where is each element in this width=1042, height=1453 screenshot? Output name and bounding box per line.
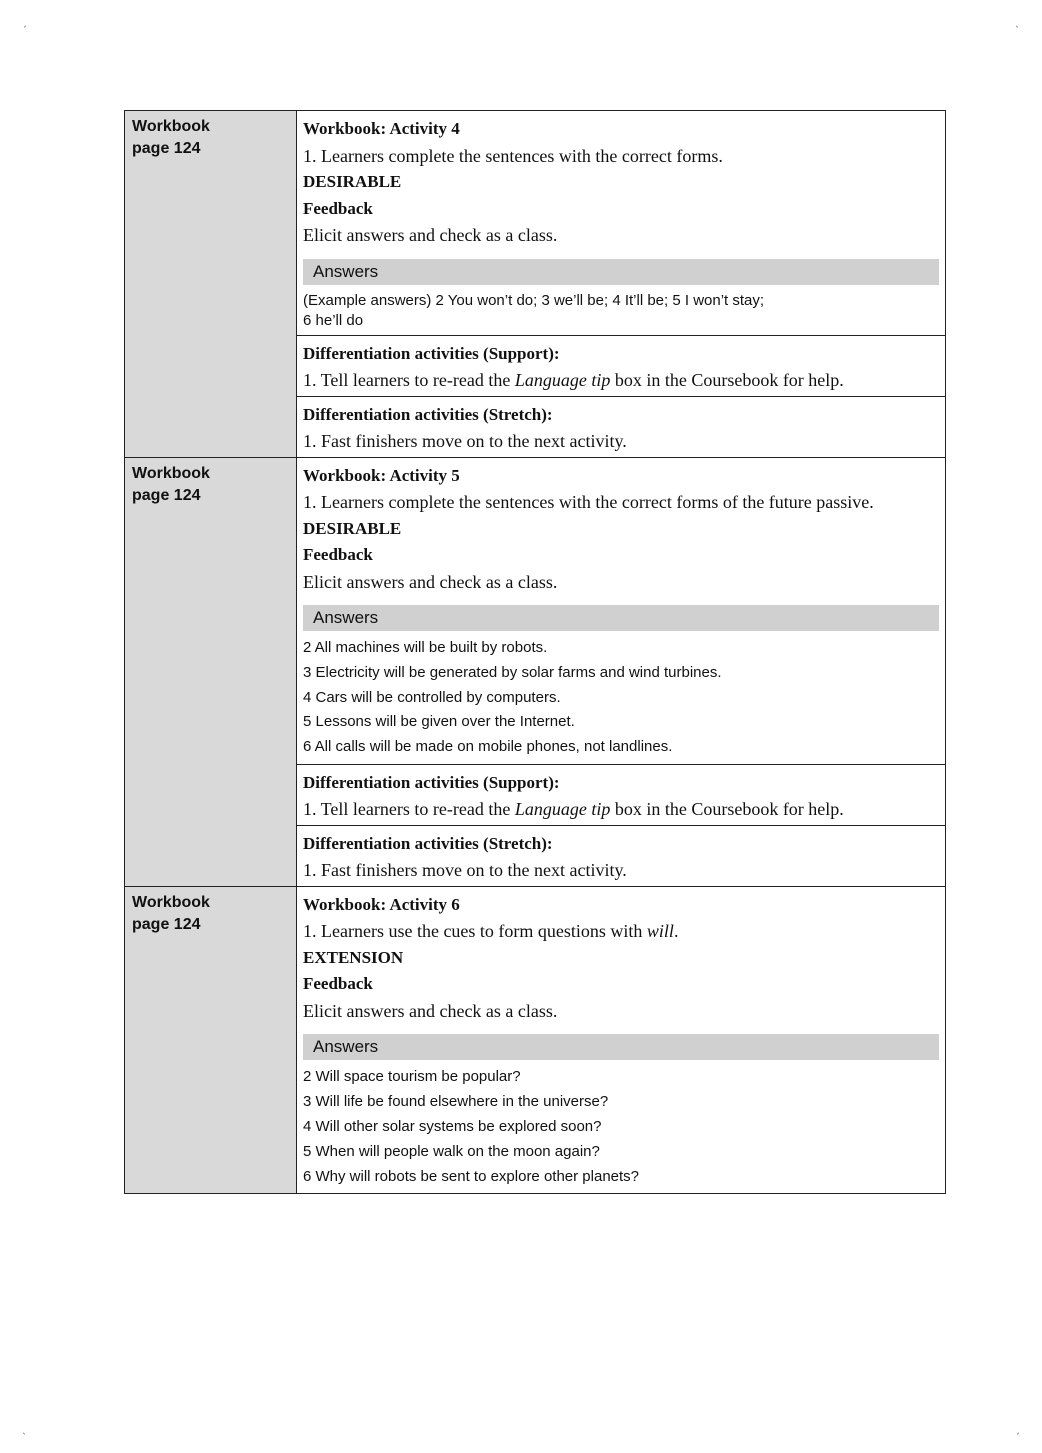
- stretch-section: [297, 826, 945, 886]
- lesson-plan-table: [124, 110, 946, 1194]
- activity-content-cell: [297, 457, 946, 886]
- support-section: [297, 336, 945, 397]
- reference-page: page 124: [132, 486, 201, 504]
- answer-item: 3 Electricity will be generated by solar farms and wind turbines.: [303, 663, 722, 681]
- workbook-reference-cell: [125, 886, 297, 1193]
- answer-item: 2 All machines will be built by robots.: [303, 639, 548, 656]
- answers-list: [297, 631, 945, 764]
- reference-label: Workbook: [132, 464, 210, 482]
- answer-item: 4 Cars will be controlled by computers.: [303, 688, 561, 706]
- feedback-label: Feedback: [303, 974, 373, 994]
- feedback-text: Elicit answers and check as a class.: [303, 225, 558, 245]
- activity-instruction: 1. Learners complete the sentences with the correct forms.: [303, 145, 723, 166]
- answer-item: 5 Lessons will be given over the Internet.: [303, 713, 575, 731]
- stretch-text: 1. Fast finishers move on to the next activity.: [303, 860, 627, 881]
- answer-item: 4 Will other solar systems be explored soon?: [303, 1118, 602, 1136]
- feedback-text: Elicit answers and check as a class.: [303, 571, 558, 592]
- reference-label: Workbook: [132, 893, 210, 911]
- reference-page: page 124: [132, 915, 201, 933]
- activity-content-cell: [297, 111, 946, 458]
- answer-item: (Example answers) 2 You won’t do; 3 we’ll be; 4 It’ll be; 5 I won’t stay;: [303, 291, 765, 309]
- activity-level: EXTENSION: [303, 947, 404, 967]
- activity-instruction: 1. Learners complete the sentences with the correct forms of the future passive.: [303, 492, 874, 512]
- activity-level: DESIRABLE: [303, 518, 402, 538]
- feedback-label: Feedback: [303, 545, 373, 564]
- support-section: [297, 765, 945, 826]
- answers-header: Answers: [303, 259, 939, 285]
- activity-instruction: 1. Learners use the cues to form questions with will.: [303, 921, 679, 942]
- crop-mark-top-left: ˏ: [22, 17, 27, 28]
- activity-row: [125, 886, 946, 1193]
- stretch-section: [297, 397, 945, 457]
- feedback-text: Elicit answers and check as a class.: [303, 1000, 558, 1021]
- workbook-reference-cell: [125, 111, 297, 458]
- crop-mark-bottom-left: ˎ: [22, 1424, 27, 1435]
- activity-content-cell: [297, 886, 946, 1193]
- stretch-title: Differentiation activities (Stretch):: [303, 404, 553, 424]
- activity-main-section: [297, 887, 945, 1193]
- support-title: Differentiation activities (Support):: [303, 343, 560, 363]
- activity-main-section: [297, 458, 945, 765]
- support-text: 1. Tell learners to re-read the Language tip box in the Coursebook for help.: [303, 799, 844, 820]
- answers-header: Answers: [303, 605, 939, 631]
- feedback-label: Feedback: [303, 198, 373, 218]
- answer-item: 6 he’ll do: [303, 311, 364, 329]
- activity-title: Workbook: Activity 6: [303, 894, 460, 914]
- activity-level: DESIRABLE: [303, 172, 402, 191]
- answer-item: 6 Why will robots be sent to explore other planets?: [303, 1167, 640, 1185]
- answer-item: 6 All calls will be made on mobile phones, not landlines.: [303, 738, 673, 756]
- stretch-title: Differentiation activities (Stretch):: [303, 833, 553, 853]
- crop-mark-top-right: ˎ: [1015, 17, 1020, 28]
- answers-list: [297, 1060, 945, 1193]
- reference-label: Workbook: [132, 118, 210, 135]
- answer-item: 5 When will people walk on the moon again?: [303, 1142, 600, 1160]
- support-text: 1. Tell learners to re-read the Language tip box in the Coursebook for help.: [303, 370, 844, 390]
- answer-item: 2 Will space tourism be popular?: [303, 1068, 521, 1086]
- activity-title: Workbook: Activity 4: [303, 119, 460, 138]
- stretch-text: 1. Fast finishers move on to the next activity.: [303, 431, 627, 451]
- crop-mark-bottom-right: ˏ: [1015, 1424, 1020, 1435]
- activity-row: [125, 457, 946, 886]
- reference-page: page 124: [132, 140, 201, 157]
- answers-header: Answers: [303, 1034, 939, 1060]
- answers-list: [297, 285, 945, 335]
- workbook-reference-cell: [125, 457, 297, 886]
- activity-row: [125, 111, 946, 458]
- support-title: Differentiation activities (Support):: [303, 772, 560, 792]
- answer-item: 3 Will life be found elsewhere in the universe?: [303, 1093, 609, 1111]
- activity-main-section: [297, 111, 945, 336]
- activity-title: Workbook: Activity 5: [303, 465, 460, 485]
